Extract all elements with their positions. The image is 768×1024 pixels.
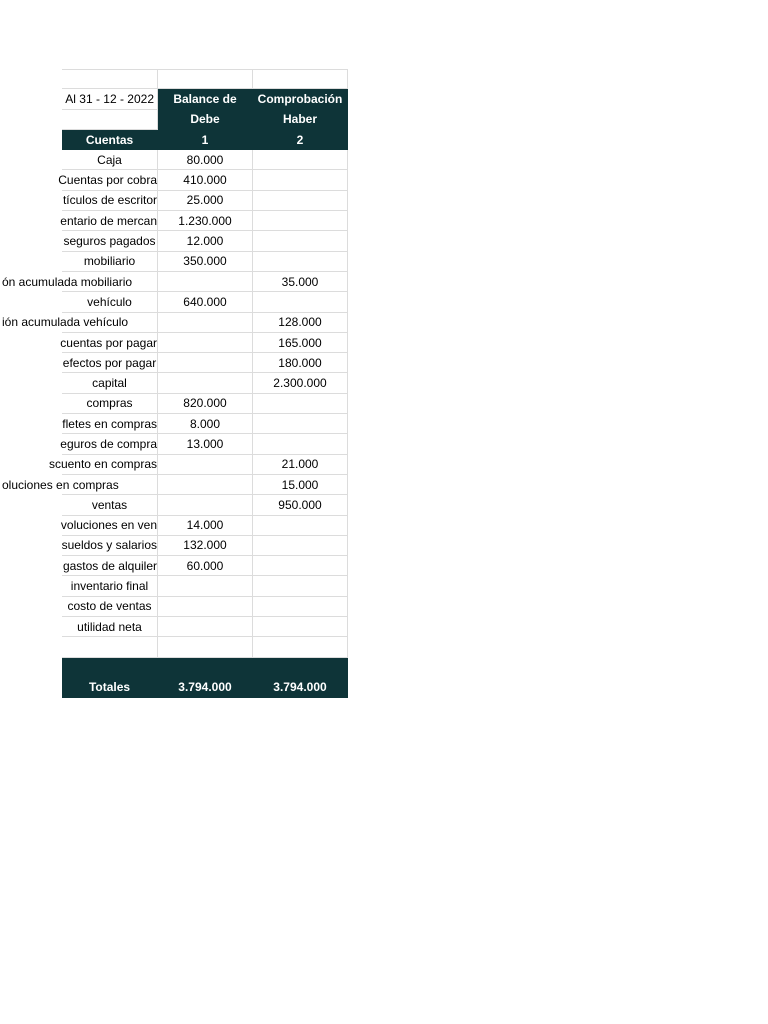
table-row — [62, 617, 348, 637]
account-name-cell-text: compras — [86, 396, 133, 411]
haber-cell-text: 165.000 — [278, 335, 322, 350]
debe-text: Debe — [190, 112, 220, 127]
account-name-cell-text: tículos de escritor — [62, 193, 157, 208]
account-name-cell-text: Caja — [97, 152, 122, 167]
table-row — [62, 516, 348, 536]
account-name-cell-text: costo de ventas — [67, 599, 152, 614]
table-row — [62, 576, 348, 596]
table-row — [62, 536, 348, 556]
title-right-text: Comprobación — [257, 91, 343, 106]
table-row — [62, 556, 348, 576]
account-name-cell-text: ventas — [91, 497, 128, 512]
cuentas-text: Cuentas — [85, 132, 134, 147]
account-name-cell[interactable] — [62, 191, 158, 211]
debe-cell-text: 1.230.000 — [178, 213, 232, 228]
account-name-cell-text: scuento en compras — [48, 457, 157, 472]
debe-cell-text: 640.000 — [183, 294, 227, 309]
haber-cell[interactable] — [253, 617, 348, 637]
account-name-cell-text: ión acumulada vehículo — [2, 315, 129, 330]
account-name-cell-text: utilidad neta — [77, 619, 142, 634]
cell[interactable] — [62, 637, 158, 657]
table-row — [62, 434, 348, 454]
col1-header[interactable] — [158, 130, 253, 150]
debe-cell[interactable] — [158, 536, 253, 556]
table-row — [62, 333, 348, 353]
debe-cell[interactable] — [158, 231, 253, 251]
account-name-cell[interactable] — [62, 617, 158, 637]
account-name-cell[interactable] — [62, 576, 158, 596]
title-left-cell[interactable] — [158, 89, 253, 109]
debe-cell[interactable] — [158, 455, 253, 475]
account-name-cell-text: Cuentas por cobra — [58, 173, 157, 188]
account-name-cell[interactable] — [62, 231, 158, 251]
haber-cell[interactable] — [253, 292, 348, 312]
debe-cell[interactable] — [158, 434, 253, 454]
debe-cell[interactable] — [158, 170, 253, 190]
totals-haber[interactable] — [253, 658, 348, 699]
account-name-cell[interactable] — [62, 434, 158, 454]
account-name-cell[interactable] — [48, 455, 158, 475]
cuentas-header[interactable] — [62, 130, 158, 150]
date-text: Al 31 - 12 - 2022 — [65, 91, 154, 106]
account-name-cell[interactable] — [62, 373, 158, 393]
account-name-cell-text: inventario final — [70, 579, 149, 594]
debe-cell-text: 132.000 — [183, 538, 227, 553]
col2-text: 2 — [296, 132, 304, 147]
debe-cell-text: 25.000 — [186, 193, 224, 208]
account-name-cell[interactable] — [62, 516, 158, 536]
col1-text: 1 — [201, 132, 209, 147]
debe-cell-text: 350.000 — [183, 254, 227, 269]
table-row — [62, 211, 348, 231]
account-name-cell[interactable] — [62, 292, 158, 312]
account-name-cell-text: capital — [92, 376, 127, 391]
debe-cell[interactable] — [158, 394, 253, 414]
account-name-cell-text: sueldos y salarios — [61, 538, 157, 553]
haber-cell[interactable] — [253, 576, 348, 596]
table-row — [62, 394, 348, 414]
haber-cell[interactable] — [253, 150, 348, 170]
cell[interactable] — [253, 69, 348, 89]
totals-label-text: Totales — [88, 680, 131, 695]
haber-cell[interactable] — [253, 211, 348, 231]
header-row-2 — [62, 110, 348, 130]
account-name-cell[interactable] — [62, 597, 158, 617]
haber-cell-text: 180.000 — [278, 355, 322, 370]
haber-cell[interactable] — [253, 231, 348, 251]
haber-cell[interactable] — [253, 597, 348, 617]
debe-cell-text: 820.000 — [183, 396, 227, 411]
account-name-cell-text: voluciones en ven — [60, 518, 157, 533]
haber-text: Haber — [282, 112, 317, 127]
account-name-cell[interactable] — [62, 150, 158, 170]
cell[interactable] — [158, 69, 253, 89]
debe-cell-text: 410.000 — [183, 173, 227, 188]
table-row — [62, 495, 348, 515]
account-name-cell-text: fletes en compras — [62, 416, 157, 431]
cell[interactable] — [253, 637, 348, 657]
table-row — [62, 414, 348, 434]
account-name-cell[interactable] — [2, 313, 158, 333]
table-row — [62, 292, 348, 312]
debe-cell[interactable] — [158, 373, 253, 393]
haber-cell[interactable] — [253, 252, 348, 272]
debe-cell-text: 12.000 — [186, 234, 224, 249]
account-name-cell[interactable] — [62, 414, 158, 434]
debe-cell-text: 80.000 — [186, 152, 224, 167]
date-cell[interactable] — [62, 89, 158, 109]
table-row — [62, 252, 348, 272]
debe-cell-text: 8.000 — [189, 416, 221, 431]
table-row — [58, 170, 348, 190]
haber-cell[interactable] — [253, 170, 348, 190]
table-row — [48, 455, 348, 475]
account-name-cell-text: ón acumulada mobiliario — [2, 274, 133, 289]
account-name-cell[interactable] — [2, 475, 158, 495]
account-name-cell-text: cuentas por pagar — [60, 335, 157, 350]
totals-haber-text: 3.794.000 — [273, 680, 327, 695]
title-right-cell[interactable] — [253, 89, 348, 109]
account-name-cell[interactable] — [62, 252, 158, 272]
table-row — [2, 313, 348, 333]
debe-cell[interactable] — [158, 495, 253, 515]
table-row — [2, 272, 348, 292]
account-name-cell-text: entario de mercan — [60, 213, 157, 228]
haber-cell-text: 35.000 — [281, 274, 319, 289]
haber-cell[interactable] — [253, 191, 348, 211]
haber-cell-text: 15.000 — [281, 477, 319, 492]
debe-cell[interactable] — [158, 292, 253, 312]
totals-debe[interactable] — [158, 658, 253, 699]
haber-cell[interactable] — [253, 516, 348, 536]
table-row — [62, 373, 348, 393]
haber-cell[interactable] — [253, 313, 348, 333]
haber-cell[interactable] — [253, 556, 348, 576]
haber-cell[interactable] — [253, 455, 348, 475]
haber-cell[interactable] — [253, 373, 348, 393]
haber-cell-text: 2.300.000 — [273, 376, 327, 391]
title-left-text: Balance de — [173, 91, 237, 106]
debe-cell-text: 13.000 — [186, 436, 224, 451]
debe-cell[interactable] — [158, 576, 253, 596]
debe-cell[interactable] — [158, 414, 253, 434]
account-name-cell[interactable] — [62, 211, 158, 231]
debe-cell[interactable] — [158, 333, 253, 353]
debe-cell[interactable] — [158, 252, 253, 272]
haber-cell[interactable] — [253, 353, 348, 373]
cell[interactable] — [62, 69, 158, 89]
totals-label[interactable] — [62, 658, 158, 699]
table-row — [62, 150, 348, 170]
debe-cell-text: 60.000 — [186, 558, 224, 573]
debe-header[interactable] — [158, 110, 253, 130]
account-name-cell[interactable] — [62, 495, 158, 515]
account-name-cell[interactable] — [62, 394, 158, 414]
account-name-cell-text: oluciones en compras — [2, 477, 119, 492]
account-name-cell[interactable] — [62, 536, 158, 556]
table-row — [2, 475, 348, 495]
haber-cell-text: 950.000 — [278, 497, 322, 512]
debe-cell[interactable] — [158, 516, 253, 536]
haber-cell[interactable] — [253, 414, 348, 434]
table-row — [62, 191, 348, 211]
haber-header[interactable] — [253, 110, 348, 130]
haber-cell[interactable] — [253, 333, 348, 353]
debe-cell[interactable] — [158, 353, 253, 373]
haber-cell-text: 21.000 — [281, 457, 319, 472]
debe-cell[interactable] — [158, 617, 253, 637]
haber-cell[interactable] — [253, 536, 348, 556]
haber-cell[interactable] — [253, 434, 348, 454]
haber-cell[interactable] — [253, 394, 348, 414]
cell[interactable] — [158, 637, 253, 657]
balance-sheet-table — [2, 69, 348, 698]
account-name-cell-text: eguros de compra — [60, 436, 157, 451]
haber-cell-text: 128.000 — [278, 315, 322, 330]
blank-top-row — [62, 69, 348, 89]
account-name-cell-text: vehículo — [87, 294, 132, 309]
table-row — [62, 231, 348, 251]
account-name-cell[interactable] — [2, 272, 158, 292]
debe-cell[interactable] — [158, 150, 253, 170]
account-name-cell-text: seguros pagados — [63, 234, 156, 249]
table-row — [62, 597, 348, 617]
col2-header[interactable] — [253, 130, 348, 150]
debe-cell[interactable] — [158, 556, 253, 576]
haber-cell[interactable] — [253, 272, 348, 292]
account-rows — [2, 150, 348, 637]
blank-row — [62, 637, 348, 657]
haber-cell[interactable] — [253, 475, 348, 495]
haber-cell[interactable] — [253, 495, 348, 515]
table-row — [62, 353, 348, 373]
header-row-3 — [62, 130, 348, 150]
account-name-cell[interactable] — [62, 556, 158, 576]
debe-cell[interactable] — [158, 191, 253, 211]
account-name-cell[interactable] — [58, 170, 158, 190]
totals-debe-text: 3.794.000 — [178, 680, 232, 695]
debe-cell[interactable] — [158, 211, 253, 231]
account-name-cell-text: efectos por pagar — [62, 355, 157, 370]
cell[interactable] — [62, 110, 158, 130]
header-row-1 — [62, 89, 348, 109]
debe-cell-text: 14.000 — [186, 518, 224, 533]
debe-cell[interactable] — [158, 597, 253, 617]
account-name-cell-text: mobiliario — [83, 254, 136, 269]
totals-row — [62, 658, 348, 699]
account-name-cell[interactable] — [62, 333, 158, 353]
account-name-cell[interactable] — [62, 353, 158, 373]
account-name-cell-text: gastos de alquiler — [62, 558, 157, 573]
